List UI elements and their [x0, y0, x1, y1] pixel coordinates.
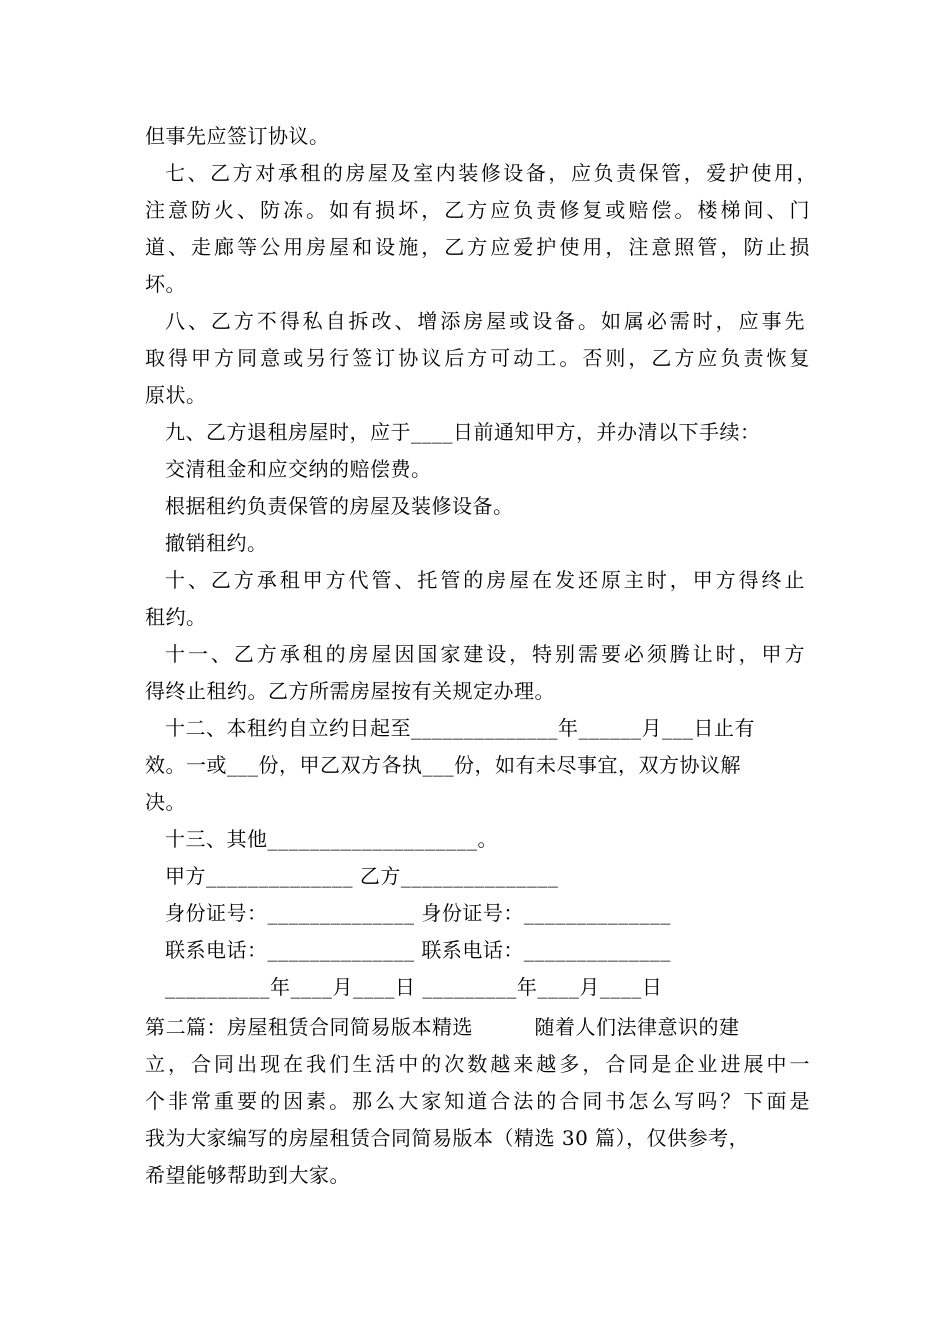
- text-line: 坏。: [145, 272, 186, 296]
- text-line: 撤销租约。: [165, 531, 268, 555]
- text-line: 八、乙方不得私自拆改、增添房屋或设备。如属必需时，应事先: [165, 309, 805, 333]
- signature-line: 甲方______________ 乙方_______________: [165, 864, 559, 888]
- text-line: 我为大家编写的房屋租赁合同简易版本（精选 30 篇），仅供参考，: [145, 1126, 750, 1150]
- text-line: 效。一或___份，甲乙双方各执___份，如有未尽事宜，双方协议解: [145, 753, 741, 777]
- text-line: 原状。: [145, 383, 207, 407]
- text-line: 十、乙方承租甲方代管、托管的房屋在发还原主时，甲方得终止: [165, 568, 805, 592]
- phone-line: 联系电话：______________ 联系电话：______________: [165, 938, 671, 962]
- id-number-line: 身份证号：______________ 身份证号：______________: [165, 901, 671, 925]
- date-line: __________年____月____日 _________年____月____日: [165, 975, 663, 999]
- text-line: 十二、本租约自立约日起至______________年______月___日止有: [165, 716, 755, 740]
- text-line: 个非常重要的因素。那么大家知道合法的合同书怎么写吗？下面是: [145, 1089, 810, 1113]
- text-line: 九、乙方退租房屋时，应于____日前通知甲方，并办清以下手续：: [165, 420, 761, 444]
- text-line: 交清租金和应交纳的赔偿费。: [165, 457, 432, 481]
- text-line: 决。: [145, 790, 186, 814]
- text-line: 道、走廊等公用房屋和设施，乙方应爱护使用，注意照管，防止损: [145, 235, 810, 259]
- text-line: 根据租约负责保管的房屋及装修设备。: [165, 494, 514, 518]
- section-heading: 第二篇：房屋租赁合同简易版本精选 随着人们法律意识的建: [145, 1015, 740, 1039]
- text-line: 希望能够帮助到大家。: [145, 1163, 350, 1187]
- text-line: 立，合同出现在我们生活中的次数越来越多，合同是企业进展中一: [145, 1052, 810, 1076]
- text-line: 租约。: [145, 605, 207, 629]
- text-line: 十一、乙方承租的房屋因国家建设，特别需要必须腾让时，甲方: [165, 642, 805, 666]
- text-line: 但事先应签订协议。: [145, 124, 330, 148]
- text-line: 十三、其他____________________。: [165, 827, 498, 851]
- text-line: 得终止租约。乙方所需房屋按有关规定办理。: [145, 679, 555, 703]
- text-line: 取得甲方同意或另行签订协议后方可动工。否则，乙方应负责恢复: [145, 346, 810, 370]
- text-line: 注意防火、防冻。如有损坏，乙方应负责修复或赔偿。楼梯间、门: [145, 198, 810, 222]
- text-line: 七、乙方对承租的房屋及室内装修设备，应负责保管，爱护使用，: [165, 161, 817, 185]
